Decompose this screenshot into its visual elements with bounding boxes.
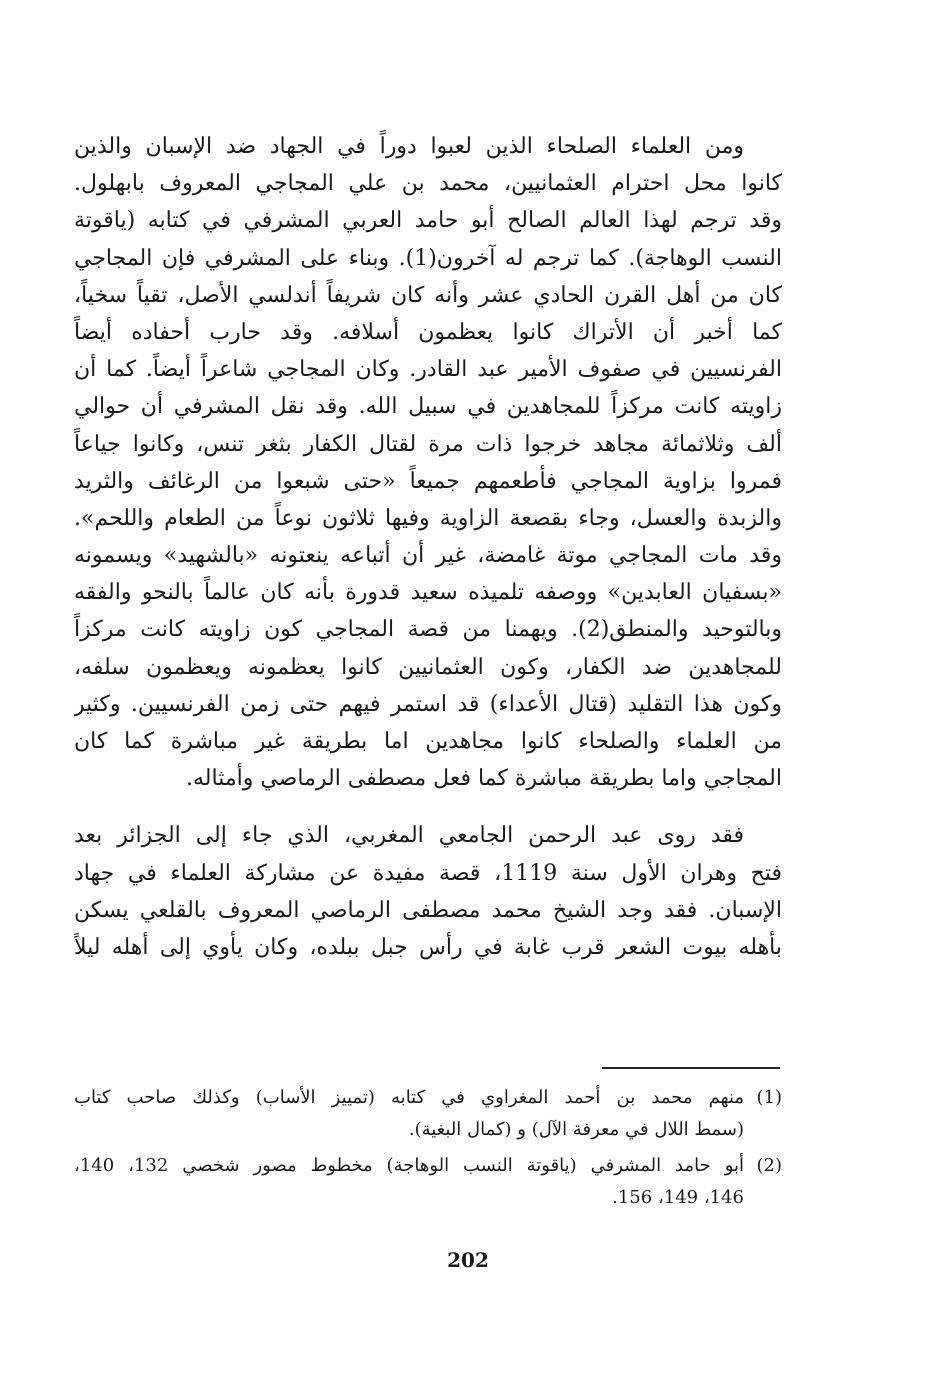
footnote-separator	[602, 1067, 780, 1069]
footnote-2	[74, 1150, 782, 1214]
text-line: ألف وثلاثمائة مجاهد خرجوا ذات مرة لقتال الكفار بثغر تنس، وكانوا جياعاً	[74, 431, 782, 457]
text-line: «بسفيان العابدين» ووصفه تلميذه سعيد قدورة بأنه كان عالماً بالنحو والفقه	[74, 580, 782, 606]
text-line: وكون هذا التقليد (قتال الأعداء) قد استمر فيهم حتى زمن الفرنسيين. وكثير	[74, 691, 782, 717]
text-line: وقد ترجم لهذا العالم الصالح أبو حامد العربي المشرفي في كتابه (ياقوتة	[74, 208, 782, 234]
text-line: ومن العلماء الصلحاء الذين لعبوا دوراً في الجهاد ضد الإسبان والذين	[74, 134, 744, 159]
footnote-line: (سمط اللال في معرفة الآل) و (كمال البغية).	[408, 1119, 744, 1140]
text-line: كانوا محل احترام العثمانيين، محمد بن علي المجاجي المعروف بابهلول.	[74, 171, 782, 197]
text-line: زاويته كانت مركزاً للمجاهدين في سبيل الله. وقد نقل المشرفي أن حوالي	[74, 394, 782, 420]
text-line: فمروا بزاوية المجاجي فأطعمهم جميعاً «حتى شبعوا من الرغائف والثريد	[74, 468, 782, 494]
text-line: فقد روى عبد الرحمن الجامعي المغربي، الذي جاء إلى الجزائر بعد	[74, 823, 744, 849]
text-line: المجاجي واما بطريقة مباشرة كما فعل مصطفى الرماصي وأمثاله.	[186, 766, 782, 792]
text-line: للمجاهدين ضد الكفار، وكون العثمانيين كانوا يعظمونه ويعظمون سلفه،	[74, 654, 782, 680]
text-line: فتح وهران الأول سنة 1119، قصة مفيدة عن مشاركة العلماء في جهاد	[74, 860, 782, 886]
text-line: الفرنسيين في صفوف الأمير عبد القادر. وكان المجاجي شاعراً أيضاً. كما أن	[74, 357, 782, 383]
text-line: النسب الوهاجة). كما ترجم له آخرون(1). وبناء على المشرفي فإن المجاجي	[74, 245, 782, 271]
footnote-number: (1)	[756, 1087, 782, 1108]
footnote-line: 146، 149، 156.	[612, 1187, 744, 1208]
paragraph-1	[74, 128, 782, 797]
footnote-1	[74, 1082, 782, 1146]
footnote-number: (2)	[756, 1155, 782, 1176]
footnotes	[74, 1082, 782, 1218]
footnote-line: أبو حامد المشرفي (ياقوتة النسب الوهاجة) مخطوط مصور شخصي 132، 140،	[74, 1155, 745, 1176]
text-line: من العلماء والصلحاء كانوا مجاهدين اما بطريقة غير مباشرة كما كان	[74, 729, 782, 754]
text-line: وقد مات المجاجي موتة غامضة، غير أن أتباعه ينعتونه «بالشهيد» ويسمونه	[74, 543, 782, 569]
text-line: والزبدة والعسل، وجاء بقصعة الزاوية وفيها ثلاثون نوعاً من الطعام واللحم».	[74, 505, 782, 531]
text-line: الإسبان. فقد وجد الشيخ محمد مصطفى الرماصي المعروف بالقلعي يسكن	[74, 897, 782, 923]
paragraph-2	[74, 817, 782, 966]
paragraph-spacing	[74, 797, 782, 817]
text-line: وبالتوحيد والمنطق(2). ويهمنا من قصة المجاجي كون زاويته كانت مركزاً	[74, 617, 782, 643]
text-line: بأهله بيوت الشعر قرب غابة في رأس جبل ببلده، وكان يأوي إلى أهله ليلاً	[74, 934, 782, 960]
page-number: 202	[447, 1248, 489, 1272]
footnote-line: منهم محمد بن أحمد المغراوي في كتابه (تمييز الأساب) وكذلك صاحب كتاب	[74, 1087, 744, 1108]
text-line: كان من أهل القرن الحادي عشر وأنه كان شريفاً أندلسي الأصل، تقياً سخياً،	[74, 282, 782, 308]
text-line: كما أخبر أن الأتراك كانوا يعظمون أسلافه. وقد حارب أحفاده أيضاً	[74, 319, 782, 345]
main-text	[74, 128, 782, 966]
